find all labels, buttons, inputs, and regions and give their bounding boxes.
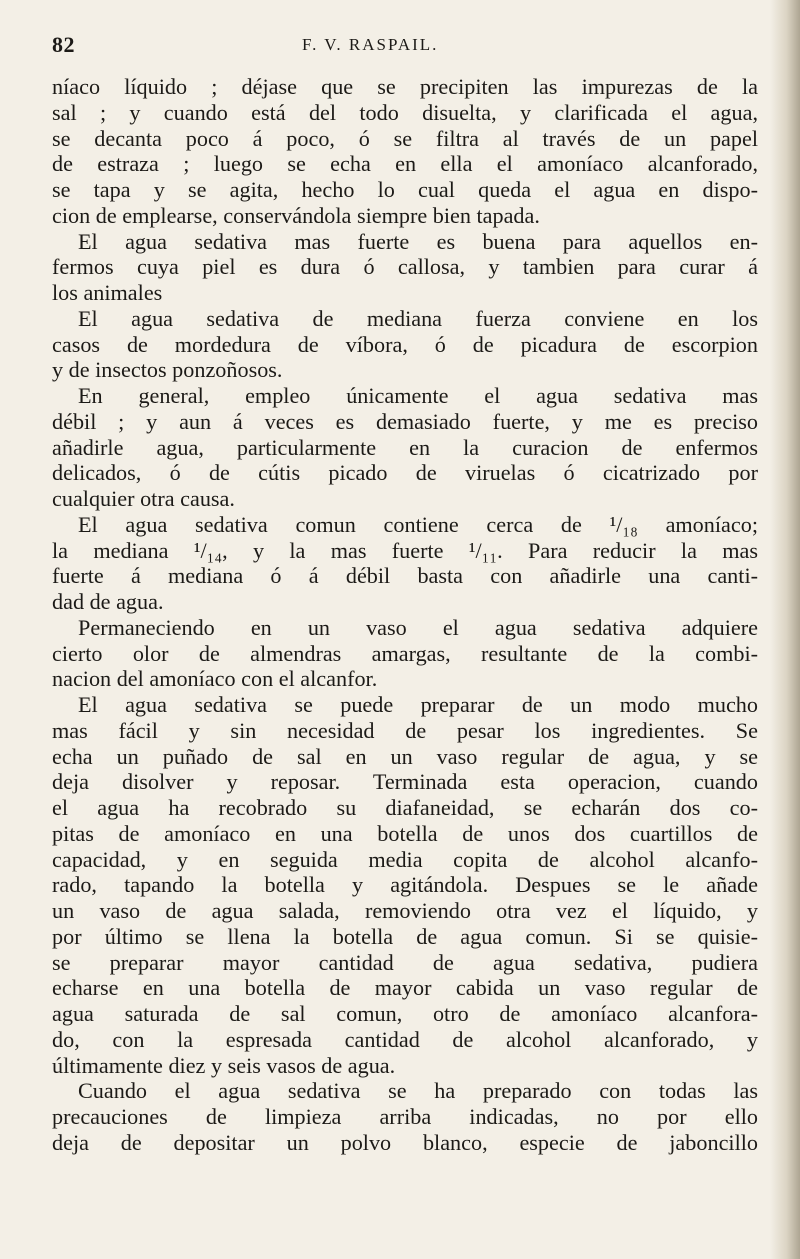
text-line: la mediana ¹/₁₄, y la mas fuerte ¹/₁₁. Para reducir la mas — [52, 537, 758, 563]
text-line: añadirle agua, particularmente en la curacion de enfermos — [52, 434, 758, 460]
text-line: echarse en una botella de mayor cabida un vaso regular de — [52, 975, 758, 1001]
text-line: El agua sedativa mas fuerte es buena para aquellos en- — [78, 228, 758, 254]
text-line: se preparar mayor cantidad de agua sedativa, pudiera — [52, 949, 758, 975]
text-line: delicados, ó de cútis picado de viruelas ó cicatrizado por — [52, 460, 758, 486]
page-edge-shadow — [770, 0, 800, 1259]
text-line: y de insectos ponzoñosos. — [52, 357, 283, 383]
text-line: capacidad, y en seguida media copita de alcohol alcanfo- — [52, 846, 758, 872]
text-line: Cuando el agua sedativa se ha preparado con todas las — [78, 1078, 758, 1104]
body-text — [52, 74, 758, 1156]
text-line: casos de mordedura de víbora, ó de picadura de escorpion — [52, 331, 758, 357]
text-line: cualquier otra causa. — [52, 486, 235, 511]
text-line: deja de depositar un polvo blanco, especie de jaboncillo — [52, 1129, 758, 1155]
text-line: se tapa y se agita, hecho lo cual queda el agua en dispo- — [52, 177, 758, 202]
text-line: débil ; y aun á veces es demasiado fuerte, y me es preciso — [52, 408, 758, 434]
text-line: rado, tapando la botella y agitándola. Despues se le añade — [52, 872, 758, 898]
text-line: últimamente diez y seis vasos de agua. — [52, 1052, 396, 1078]
text-line: fuerte á mediana ó á débil basta con añadirle una canti- — [52, 563, 758, 589]
text-line: los animales — [52, 280, 163, 305]
text-line: fermos cuya piel es dura ó callosa, y tambien para curar á — [52, 254, 758, 280]
text-line: agua saturada de sal comun, otro de amoníaco alcanfora- — [52, 1001, 758, 1026]
text-line: cierto olor de almendras amargas, resultante de la combi- — [52, 640, 758, 666]
text-line: el agua ha recobrado su diafaneidad, se echarán dos co- — [52, 795, 758, 820]
text-line: El agua sedativa comun contiene cerca de ¹/₁₈ amoníaco; — [78, 511, 758, 537]
text-line: un vaso de agua salada, removiendo otra vez el líquido, y — [52, 898, 758, 923]
text-line: por último se llena la botella de agua comun. Si se quisie- — [52, 923, 758, 949]
page-number: 82 — [52, 32, 75, 57]
text-line: mas fácil y sin necesidad de pesar los ingredientes. Se — [52, 717, 758, 743]
text-line: se decanta poco á poco, ó se filtra al través de un papel — [52, 125, 758, 151]
text-line: do, con la espresada cantidad de alcohol alcanforado, y — [52, 1026, 758, 1052]
text-line: echa un puñado de sal en un vaso regular de agua, y se — [52, 743, 758, 769]
text-line: cion de emplearse, conservándola siempre bien tapada. — [52, 202, 540, 228]
text-line: El agua sedativa de mediana fuerza conviene en los — [78, 305, 758, 331]
text-line: de estraza ; luego se echa en ella el amoníaco alcanforado, — [52, 151, 758, 177]
text-line: deja disolver y reposar. Terminada esta operacion, cuando — [52, 769, 758, 795]
running-title: F. V. RASPAIL. — [302, 35, 439, 54]
running-head — [52, 32, 752, 58]
text-line: Permaneciendo en un vaso el agua sedativa adquiere — [78, 614, 758, 640]
text-line: pitas de amoníaco en una botella de unos dos cuartillos de — [52, 820, 758, 846]
text-line: nacion del amoníaco con el alcanfor. — [52, 666, 378, 692]
text-line: dad de agua. — [52, 589, 164, 614]
text-line: níaco líquido ; déjase que se precipiten las impurezas de la — [52, 74, 758, 99]
text-line: El agua sedativa se puede preparar de un modo mucho — [78, 692, 758, 717]
text-line: sal ; y cuando está del todo disuelta, y clarificada el agua, — [52, 99, 758, 125]
text-line: precauciones de limpieza arriba indicadas, no por ello — [52, 1104, 758, 1129]
text-line: En general, empleo únicamente el agua sedativa mas — [78, 383, 758, 408]
